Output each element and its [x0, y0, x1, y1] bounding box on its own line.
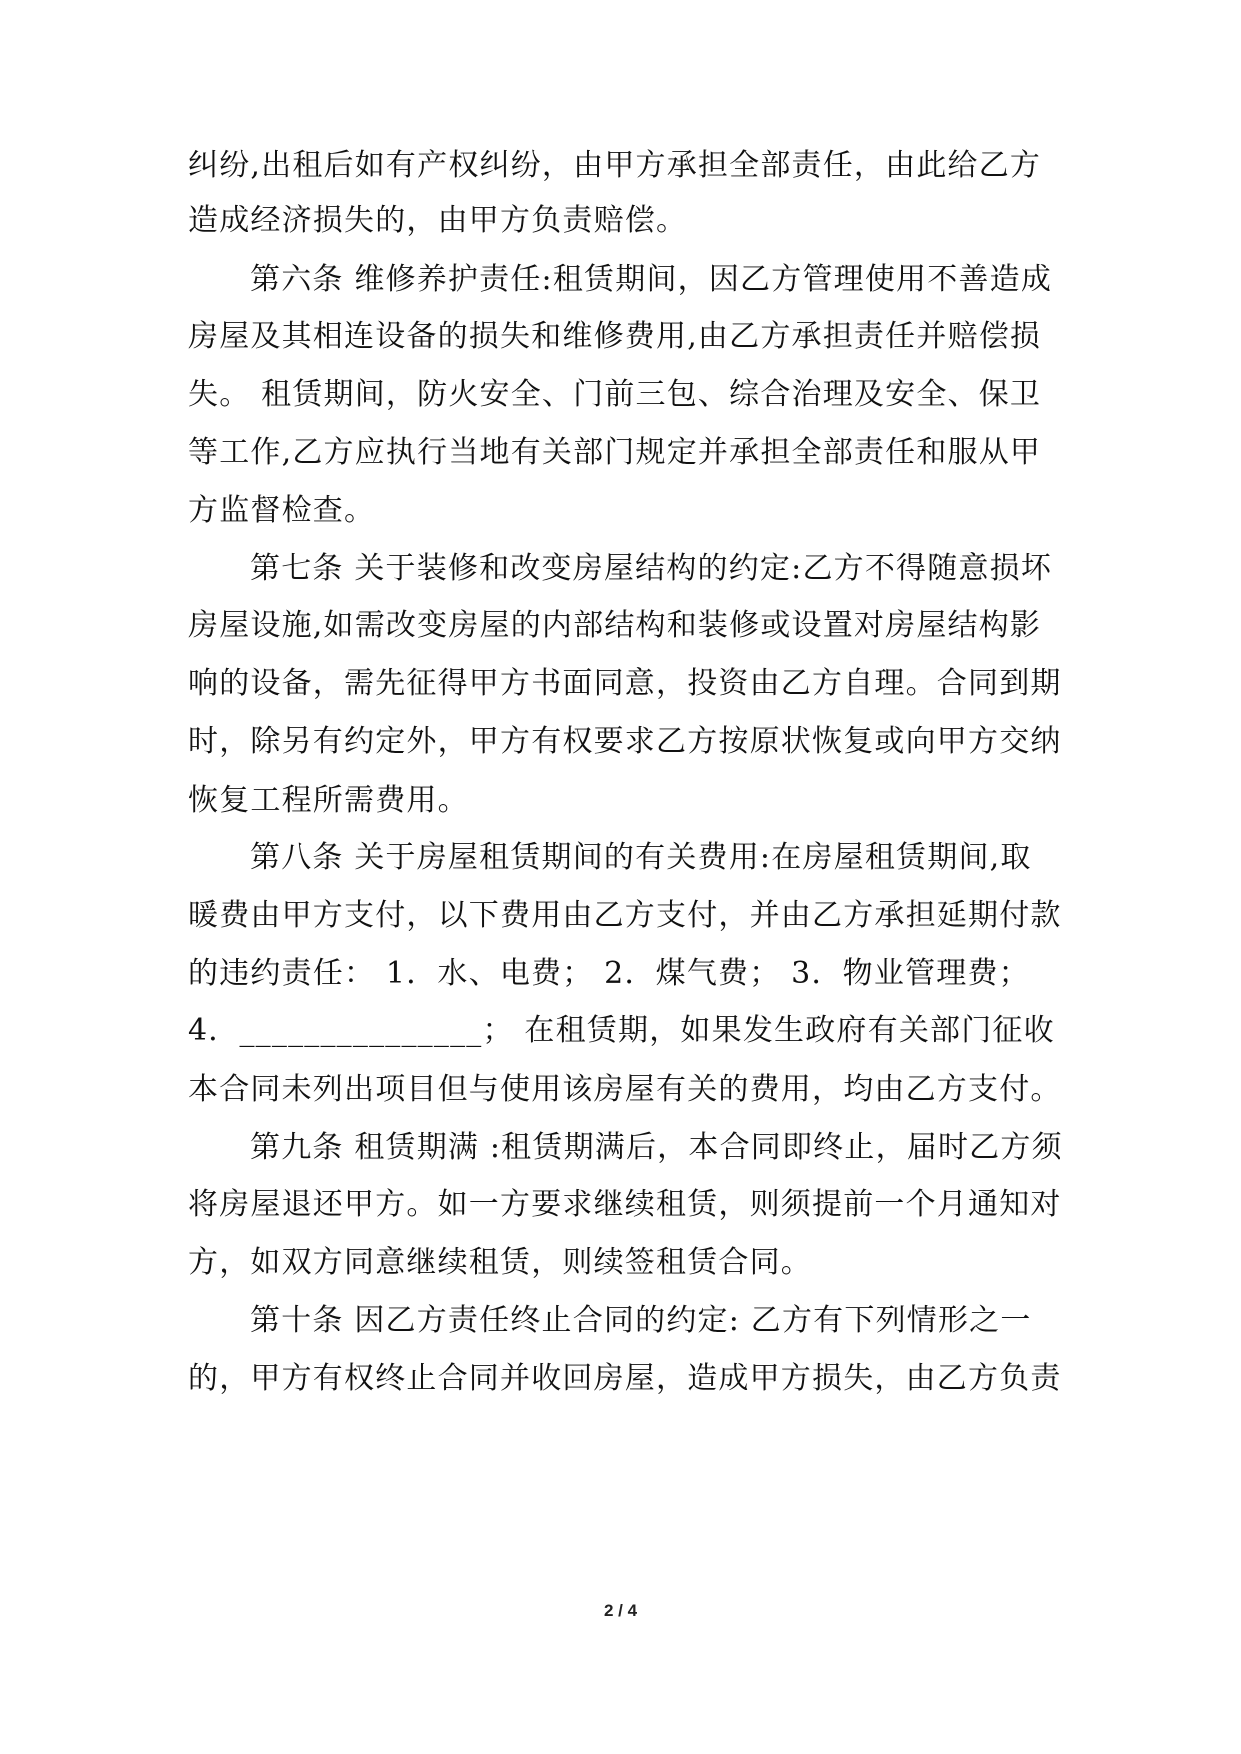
text-line: 4．_______________； 在租赁期，如果发生政府有关部门征收 [188, 1013, 1055, 1048]
text-line: 方，如双方同意继续租赁，则续签租赁合同。 [188, 1245, 812, 1280]
text-line: 时，除另有约定外，甲方有权要求乙方按原状恢复或向甲方交纳 [188, 724, 1062, 759]
article-8-line: 第八条 关于房屋租赁期间的有关费用:在房屋租赁期间,取 [250, 840, 1032, 875]
text-line: 造成经济损失的，由甲方负责赔偿。 [188, 203, 688, 238]
text-line: 暖费由甲方支付，以下费用由乙方支付，并由乙方承担延期付款 [188, 898, 1062, 933]
article-9-line: 第九条 租赁期满 :租赁期满后，本合同即终止，届时乙方须 [250, 1130, 1063, 1165]
text-line: 失。 租赁期间，防火安全、门前三包、综合治理及安全、保卫 [188, 377, 1042, 412]
text-line: 的，甲方有权终止合同并收回房屋，造成甲方损失，由乙方负责 [188, 1361, 1062, 1396]
article-10-line: 第十条 因乙方责任终止合同的约定: 乙方有下列情形之一 [250, 1303, 1032, 1338]
text-line: 房屋设施,如需改变房屋的内部结构和装修或设置对房屋结构影 [188, 608, 1042, 643]
text-line: 房屋及其相连设备的损失和维修费用,由乙方承担责任并赔偿损 [188, 319, 1042, 354]
article-6-line: 第六条 维修养护责任:租赁期间，因乙方管理使用不善造成 [250, 262, 1053, 297]
text-line: 纠纷,出租后如有产权纠纷，由甲方承担全部责任，由此给乙方 [188, 148, 1042, 183]
text-line: 本合同未列出项目但与使用该房屋有关的费用，均由乙方支付。 [188, 1072, 1062, 1107]
page-number: 2 / 4 [603, 1601, 638, 1620]
text-line: 将房屋退还甲方。如一方要求继续租赁，则须提前一个月通知对 [188, 1187, 1062, 1222]
text-line: 等工作,乙方应执行当地有关部门规定并承担全部责任和服从甲 [188, 435, 1042, 470]
text-line: 的违约责任： 1．水、电费； 2．煤气费； 3．物业管理费； [188, 956, 1030, 991]
text-line: 恢复工程所需费用。 [188, 783, 469, 818]
article-7-line: 第七条 关于装修和改变房屋结构的约定:乙方不得随意损坏 [250, 551, 1053, 586]
text-line: 响的设备，需先征得甲方书面同意，投资由乙方自理。合同到期 [188, 666, 1062, 701]
text-line: 方监督检查。 [188, 493, 376, 528]
